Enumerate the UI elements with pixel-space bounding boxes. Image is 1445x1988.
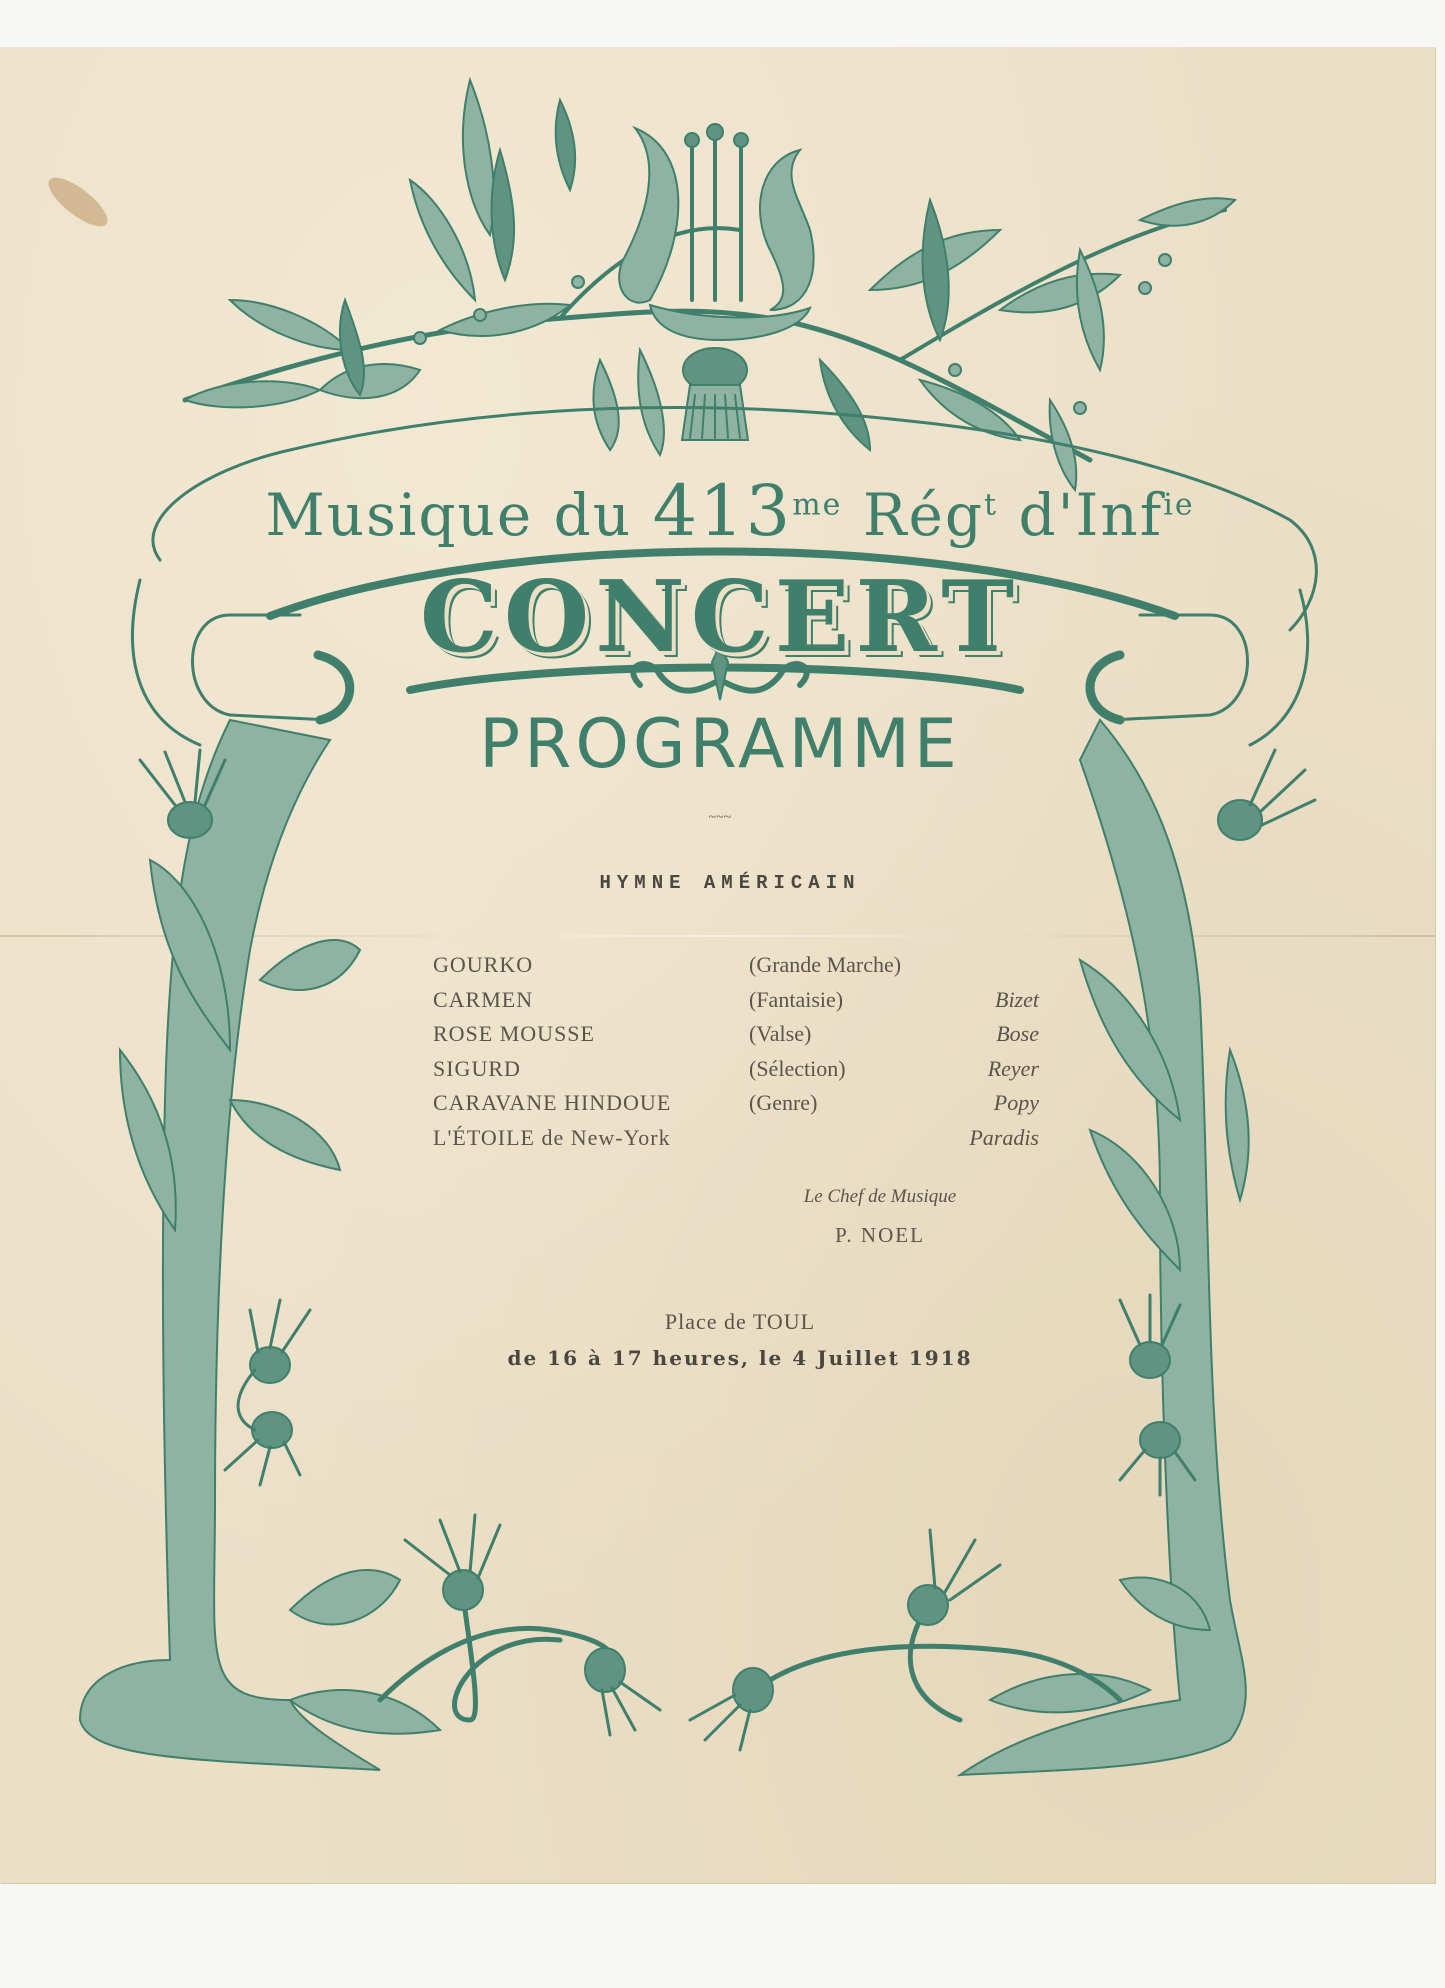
piece-composer: Bizet <box>995 986 1039 1012</box>
venue: Place de TOUL <box>664 1309 816 1334</box>
piece-genre: (Sélection) <box>749 1055 846 1081</box>
piece-title: SIGURD <box>433 1055 521 1081</box>
header-regt: Rég <box>842 481 984 549</box>
piece-genre: (Genre) <box>749 1090 818 1116</box>
program-item <box>433 1090 1043 1125</box>
program-item <box>433 1056 1043 1091</box>
program-item <box>433 987 1043 1022</box>
piece-title: CARMEN <box>433 986 534 1012</box>
concert-title: CONCERT <box>419 560 1021 675</box>
header-number-sup: me <box>792 487 843 523</box>
conductor-label: Le Chef de Musique <box>803 1186 957 1207</box>
header-musique: Musique du <box>265 481 653 549</box>
piece-title: GOURKO <box>433 952 534 977</box>
header-regt-sup: t <box>983 487 999 523</box>
piece-title: ROSE MOUSSE <box>433 1021 595 1047</box>
program-item <box>433 1125 1043 1160</box>
piece-composer: Popy <box>993 1090 1039 1116</box>
event-datetime: de 16 à 17 heures, le 4 Juillet 1918 <box>507 1346 973 1370</box>
piece-genre: (Fantaisie) <box>749 986 844 1012</box>
header-infie-sup: ie <box>1163 487 1195 523</box>
piece-composer: Paradis <box>969 1124 1039 1150</box>
piece-composer: Bose <box>996 1021 1039 1047</box>
thistle-icon <box>380 1515 1120 1750</box>
programme-subtitle: PROGRAMME <box>479 705 961 784</box>
piece-genre: (Valse) <box>749 1021 812 1047</box>
regiment-header <box>210 470 1250 552</box>
piece-title: CARAVANE HINDOUE <box>433 1090 672 1116</box>
left-thistle-column <box>80 720 440 1770</box>
piece-composer: Reyer <box>987 1055 1039 1081</box>
program-item <box>433 1021 1043 1056</box>
header-infie: d'Inf <box>998 481 1164 549</box>
conductor-name: P. NOEL <box>835 1223 925 1247</box>
small-divider-ornament: ~~~ <box>708 810 732 825</box>
header-number: 413 <box>652 470 793 552</box>
piece-genre: (Grande Marche) <box>749 952 902 977</box>
piece-title: L'ÉTOILE de New-York <box>433 1124 671 1150</box>
program-item <box>433 952 1043 987</box>
anthem-heading: HYMNE AMÉRICAIN <box>599 872 861 894</box>
program-list <box>433 952 1043 1160</box>
